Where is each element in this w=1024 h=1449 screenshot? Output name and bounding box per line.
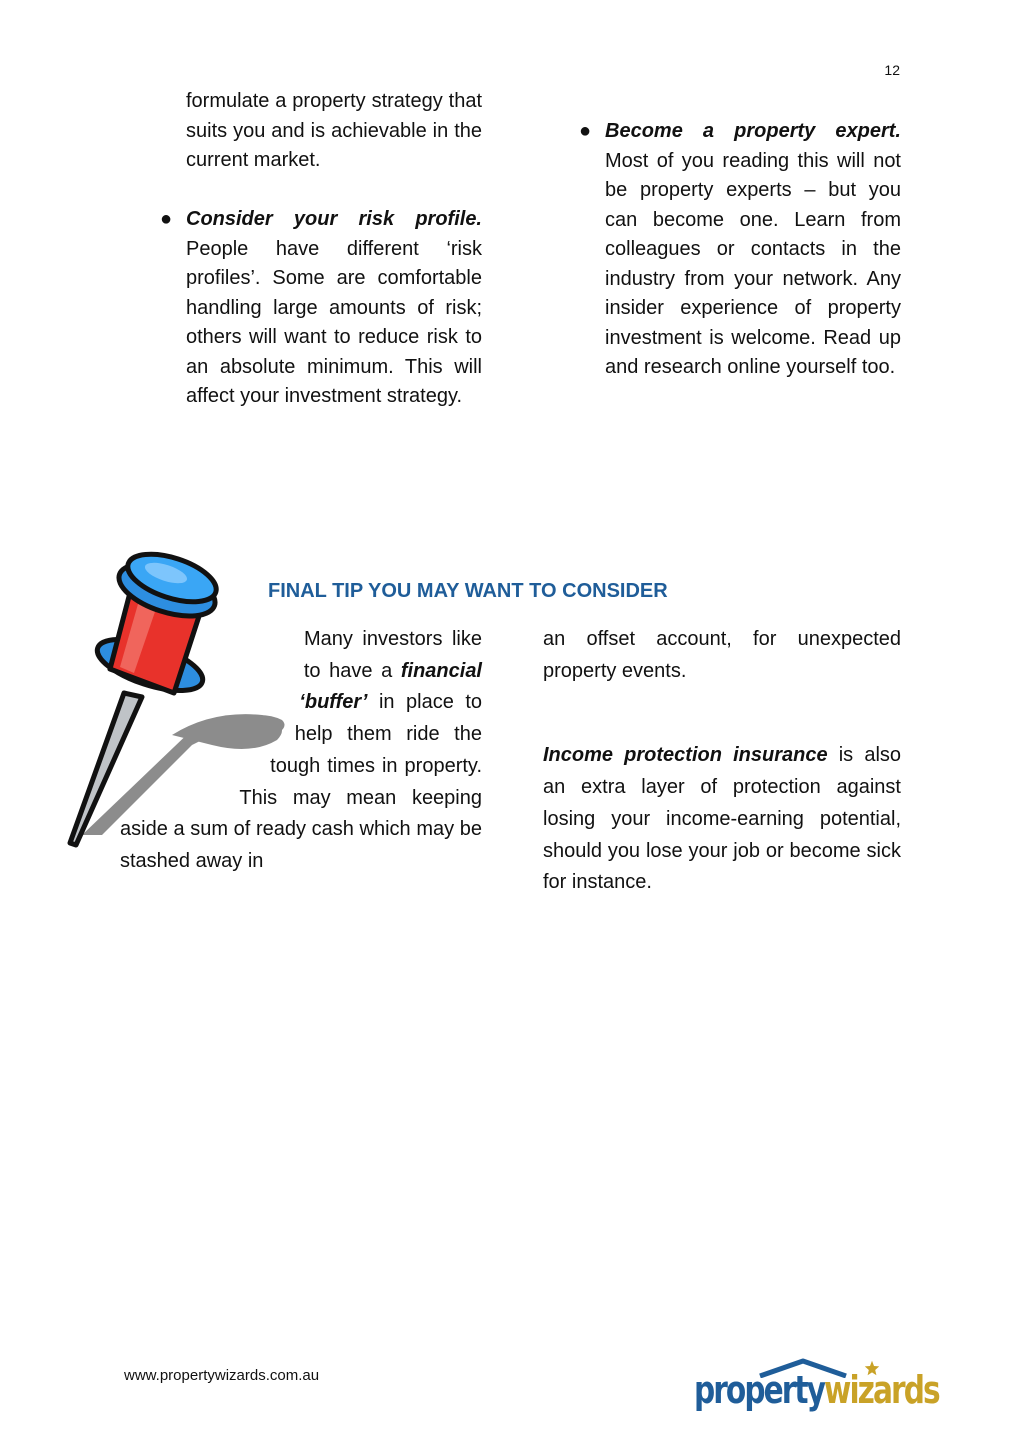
income-protection-emph: Income protection insurance <box>543 744 828 767</box>
final-tip-right-p2-text: is also an extra layer of protection against losing your income-earning potential, should you lose your job or become sick for instance. <box>543 744 902 894</box>
left-column <box>159 87 482 412</box>
final-tip-right-p1: an offset account, for unexpected property events. <box>543 628 901 682</box>
bullet-risk-profile <box>159 205 482 412</box>
propertywizards-logo <box>694 1358 949 1414</box>
final-tip-right-p2 <box>543 740 901 899</box>
left-continuation-text: formulate a property strategy that suits you and is achievable in the current market. <box>186 90 482 171</box>
bullet-property-expert-head: Become a property expert. <box>605 120 901 142</box>
final-tip-heading: FINAL TIP YOU MAY WANT TO CONSIDER <box>268 580 668 602</box>
bullet-risk-profile-body: People have different ‘risk profiles’. Some are comfortable handling large amounts of risk; others will want to reduce risk to an absolute minimum. This will affect your investment strategy. <box>186 237 482 407</box>
final-tip-left-post: in place to help them ride the tough times in property. This may mean keeping aside a sum of ready cash which may be stashed away in <box>120 691 482 872</box>
bullet-dot-icon: ● <box>159 208 173 230</box>
bullet-risk-profile-head: Consider your risk profile. <box>186 208 482 230</box>
financial-buffer-emph: financial ‘buffer’ <box>299 659 482 714</box>
footer-url: www.propertywizards.com.au <box>124 1367 320 1384</box>
page-number: 12 <box>884 62 900 78</box>
bullet-property-expert-body: Most of you reading this will not be property experts – but you can become one. Learn from colleagues or contacts in the industry from your network. Any insider experience of property investment is welcome. Read up and research online yourself too. <box>605 149 901 378</box>
final-tip-left-pre: Many investors like to have a <box>303 628 482 682</box>
right-column <box>578 117 901 383</box>
logo-text-wizards: wizards <box>824 1368 939 1412</box>
bullet-property-expert <box>578 117 901 383</box>
logo-text-property: property <box>694 1368 825 1412</box>
final-tip-left-text <box>120 624 482 878</box>
final-tip-right-text <box>543 624 901 899</box>
bullet-dot-icon: ● <box>578 120 592 142</box>
